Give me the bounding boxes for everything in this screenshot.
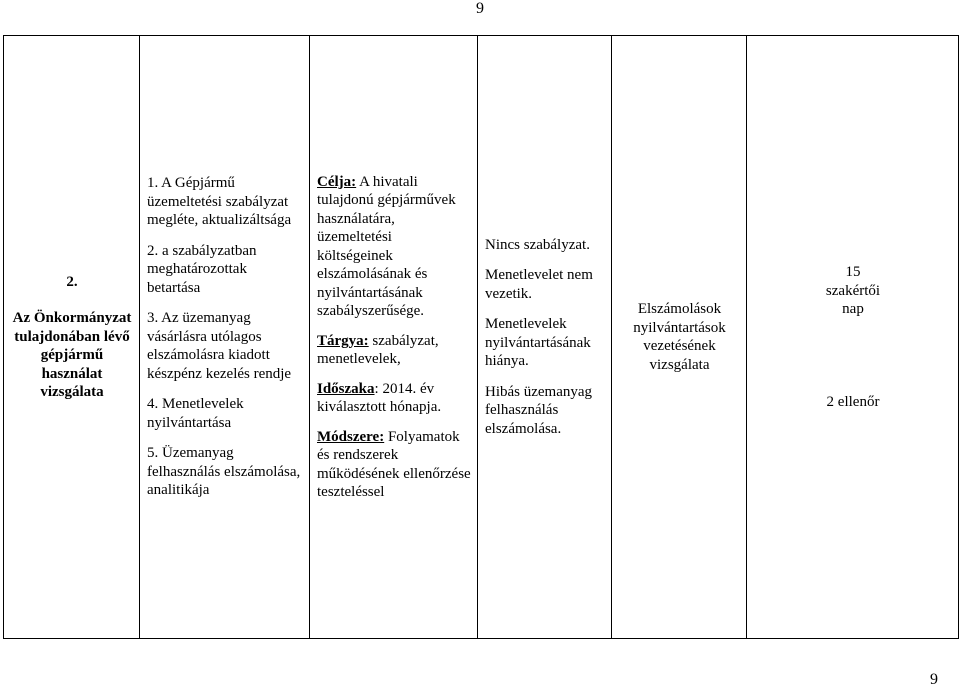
objective-item: 2. a szabályzatban meghatározottak betartása — [147, 242, 257, 296]
goal-text: A hivatali tulajdonú gépjárművek használatára, üzemeltetési költségeinek elszámolásának és nyilvántartásának szabályszerűsége. — [317, 173, 456, 319]
subject-paragraph — [317, 332, 471, 369]
period-text: : 2014. év kiválasztott hónapja. — [317, 380, 442, 415]
spacer — [754, 319, 952, 393]
goal-label: Célja: — [317, 173, 357, 190]
auditor-count: 2 ellenőr — [826, 393, 880, 410]
method-label: Módszere: — [317, 428, 385, 445]
audit-resources-cell — [747, 36, 959, 639]
audit-risks-cell — [478, 36, 612, 639]
objective-item: 4. Menetlevelek nyilvántartása — [147, 396, 244, 431]
subject-text: szabályzat, menetlevelek, — [317, 332, 439, 367]
audit-method-cell — [310, 36, 478, 639]
audit-objectives-cell — [140, 36, 310, 639]
goal-paragraph — [317, 173, 471, 321]
method-text: Folyamatok és rendszerek működésének ellenőrzése teszteléssel — [317, 428, 471, 500]
audit-subject-title: Az Önkormányzat tulajdonában lévő gépjármű használat vizsgálata — [12, 310, 132, 400]
objective-item: 5. Üzemanyag felhasználás elszámolása, analitikája — [147, 445, 301, 499]
audit-subject-cell — [4, 36, 140, 639]
audit-plan-table — [3, 35, 959, 639]
expert-days: 15 szakértői nap — [825, 264, 881, 317]
method-paragraph — [317, 428, 471, 502]
risk-item: Nincs szabályzat. — [485, 236, 590, 253]
audit-type-cell — [612, 36, 747, 639]
objective-item: 3. Az üzemanyag vásárlásra utólagos elszámolásra kiadott készpénz kezelés rendje — [147, 310, 292, 382]
subject-label: Tárgya: — [317, 332, 369, 349]
objective-item: 1. A Gépjármű üzemeltetési szabályzat megléte, aktualizáltsága — [147, 175, 292, 229]
risk-item: Menetlevelet nem vezetik. — [485, 267, 593, 302]
row-number: 2. — [66, 273, 78, 290]
period-label: Időszaka — [317, 380, 375, 397]
page-number-top: 9 — [476, 0, 484, 17]
risk-item: Hibás üzemanyag felhasználás elszámolása. — [485, 383, 593, 437]
table-row — [4, 36, 959, 639]
audit-type-text: Elszámolások nyilvántartások vezetésének vizsgálata — [633, 301, 726, 373]
page-number-bottom: 9 — [930, 671, 938, 688]
risk-item: Menetlevelek nyilvántartásának hiánya. — [485, 316, 591, 370]
period-paragraph — [317, 380, 471, 417]
